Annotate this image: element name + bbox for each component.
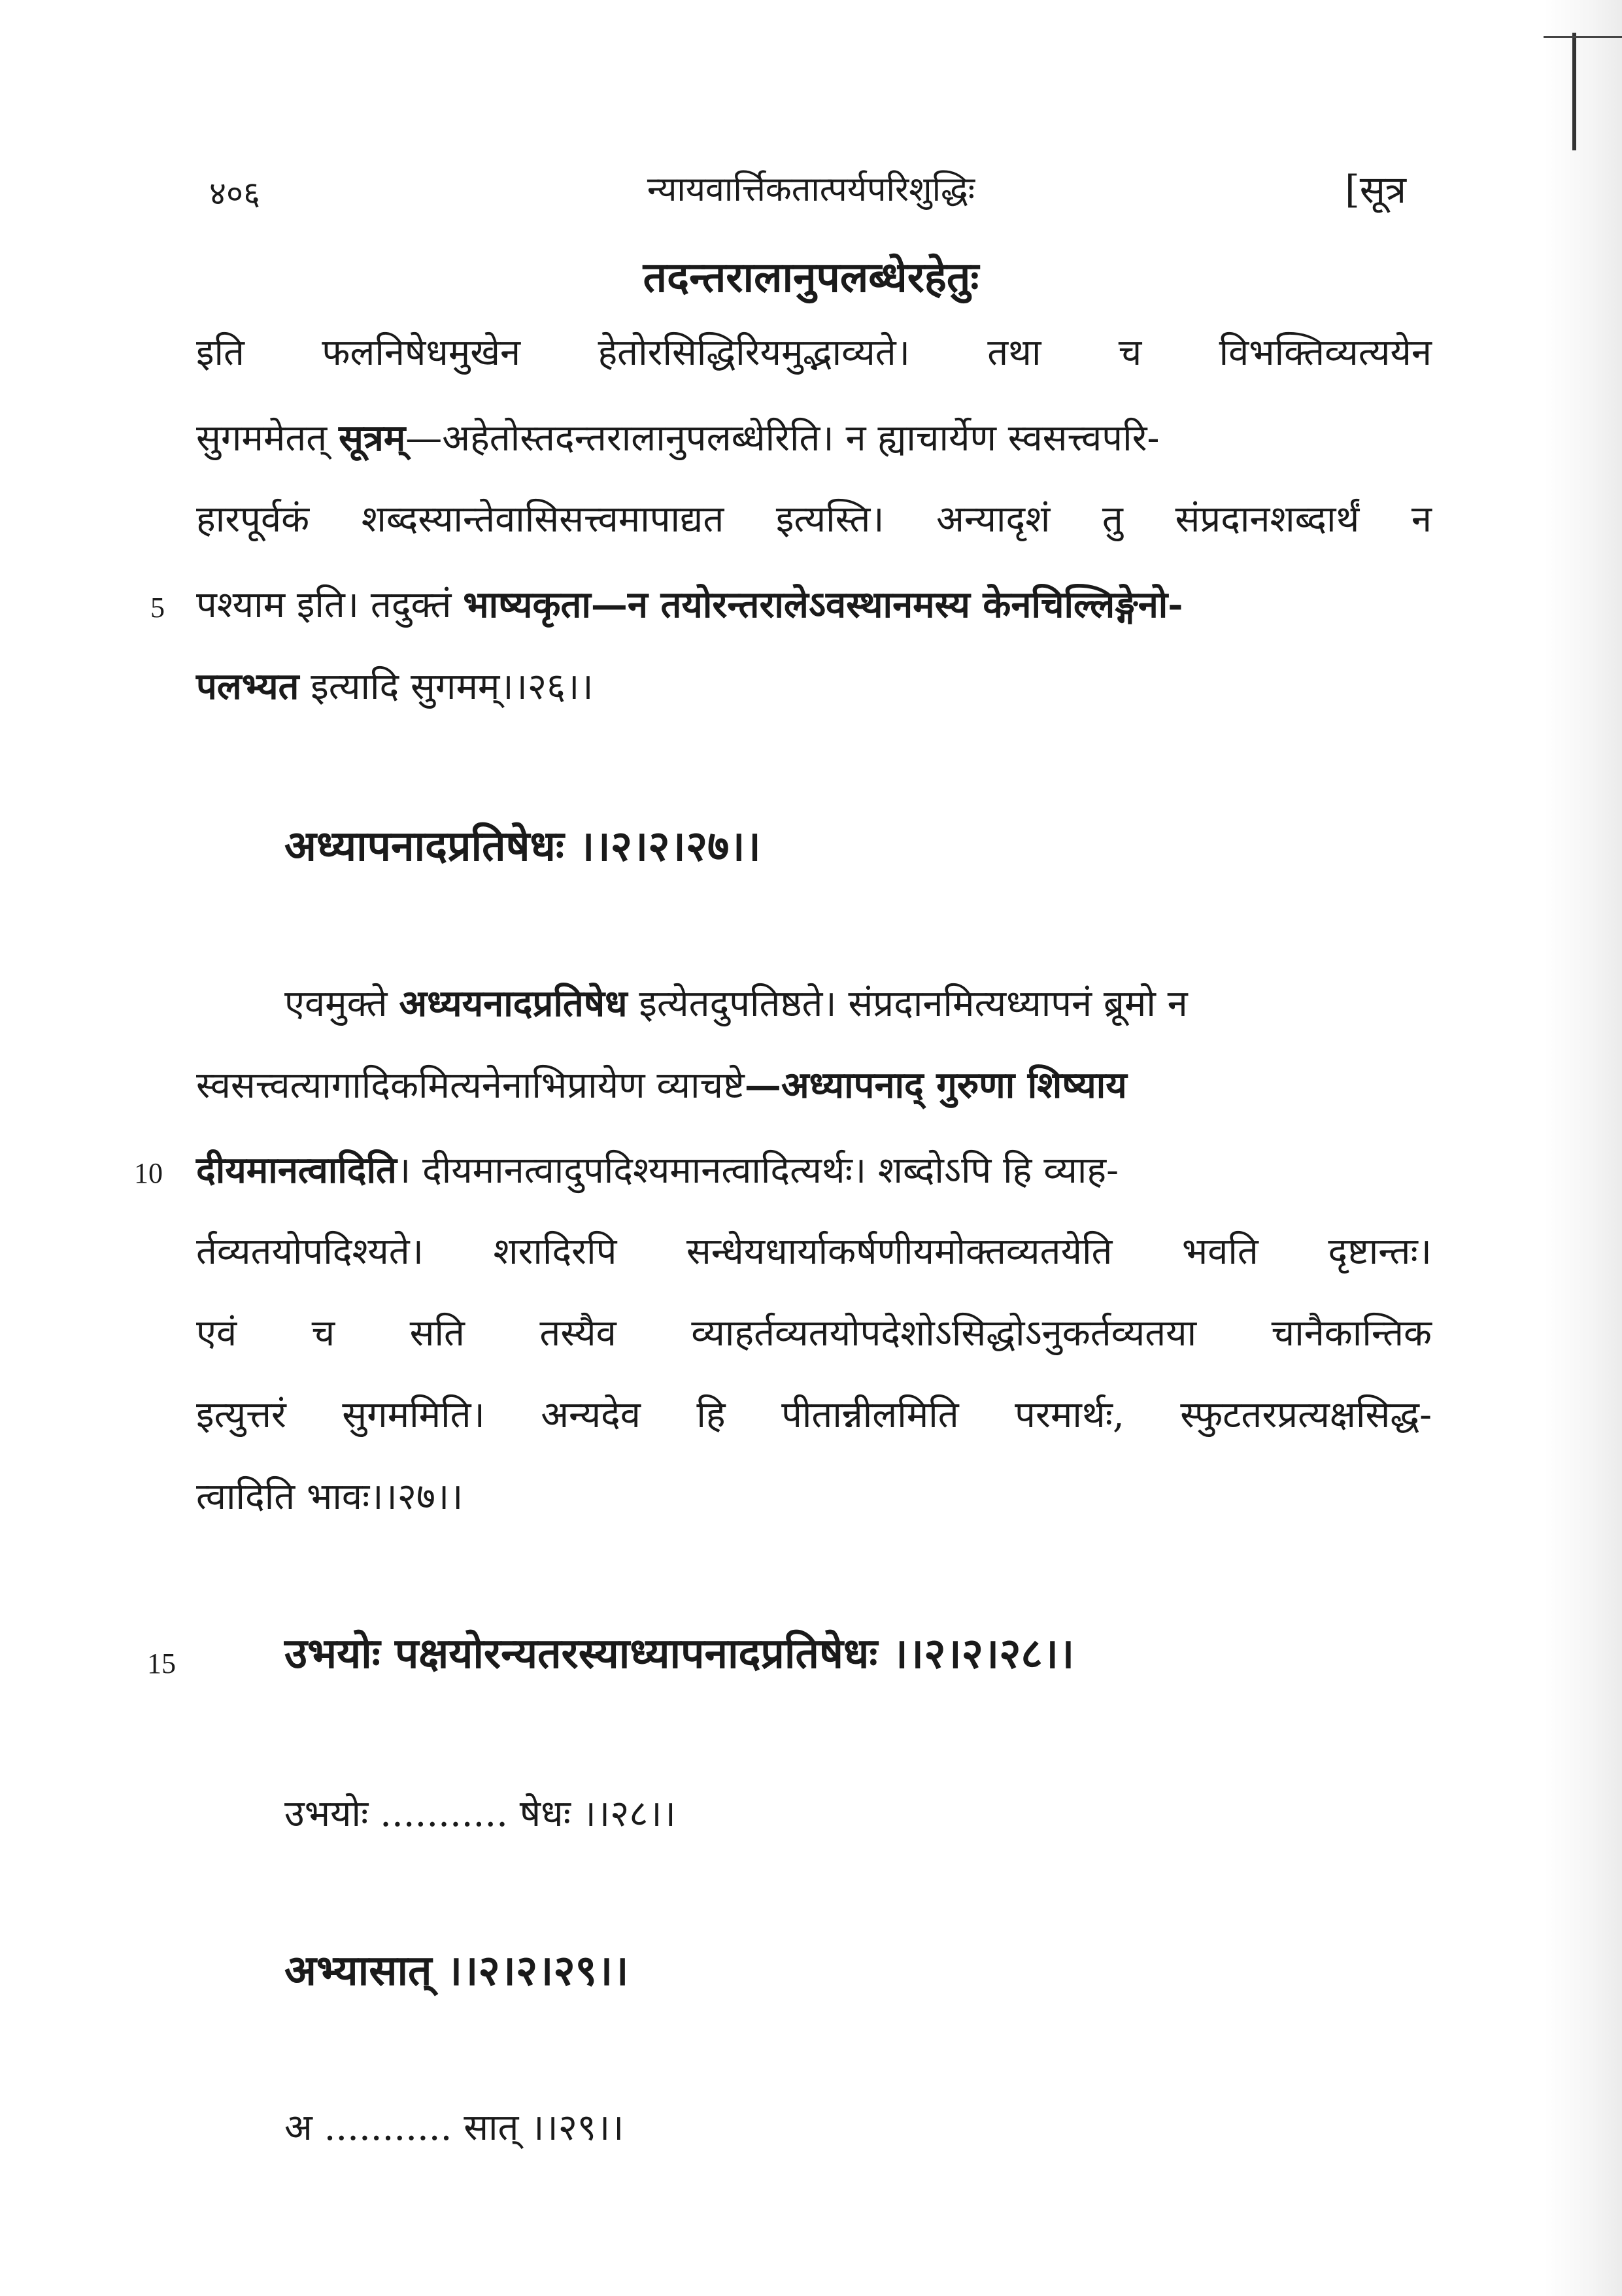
text-line: र्तव्यतयोपदिश्यते। शरादिरपि सन्धेयधार्याकर्षणीयमोक्तव्यतयेति भवति दृष्टान्तः। xyxy=(196,1230,1432,1273)
bold-quote: दीयमानत्वादिति xyxy=(196,1149,397,1192)
page-number: ४०६ xyxy=(209,175,260,212)
bold-term: सूत्रम् xyxy=(339,416,406,460)
scan-edge-shadow xyxy=(1544,0,1622,2296)
text-line: इत्युत्तरं सुगममिति। अन्यदेव हि पीतान्नीलमिति परमार्थः, स्फुटतरप्रत्यक्षसिद्ध- xyxy=(196,1394,1432,1436)
sutra-heading-27: अध्यापनादप्रतिषेधः ।।२।२।२७।। xyxy=(284,822,761,871)
running-head xyxy=(0,157,1622,212)
section-reference: [सूत्र xyxy=(1345,167,1406,212)
line-number: 5 xyxy=(150,592,165,624)
text-segment: पश्याम इति। तदुक्तं xyxy=(196,584,452,626)
text-segment: एवमुक्ते xyxy=(284,983,388,1025)
text-segment: —अहेतोस्तदन्तरालानुपलब्धेरिति। न ह्याचार्येण स्वसत्त्वपरि- xyxy=(405,417,1160,460)
book-title: न्यायवार्त्तिकतात्पर्यपरिशुद्धिः xyxy=(647,170,975,209)
bold-term: अध्ययनादप्रतिषेध xyxy=(399,982,628,1025)
text-line xyxy=(196,1144,1432,1196)
text-line: इति फलनिषेधमुखेन हेतोरसिद्धिरियमुद्भाव्यते। तथा च विभक्तिव्यत्ययेन xyxy=(196,331,1432,374)
text-segment: सुगममेतत् xyxy=(196,417,328,460)
sutra-heading-29: अभ्यासात् ।।२।२।२९।। xyxy=(284,1946,629,1995)
bold-quote: भाष्यकृता—न तयोरन्तरालेऽवस्थानमस्य केनचिल्लिङ्गेनो- xyxy=(463,583,1183,626)
bold-quote: —अध्यापनाद् गुरुणा शिष्याय xyxy=(744,1064,1127,1107)
line-number: 10 xyxy=(134,1157,163,1189)
text-segment: । दीयमानत्वादुपदिश्यमानत्वादित्यर्थः। शब्दोऽपि हि व्याह- xyxy=(396,1149,1119,1192)
sutra-heading-28: उभयोः पक्षयोरन्यतरस्याध्यापनादप्रतिषेधः ।।२।२।२८।। xyxy=(284,1629,1075,1678)
scan-edge-tick xyxy=(1544,36,1622,38)
text-line xyxy=(196,1059,1432,1111)
text-segment: इत्येतदुपतिष्ठते। संप्रदानमित्यध्यापनं ब्रूमो न xyxy=(639,983,1188,1025)
text-line xyxy=(196,660,1432,713)
text-line: हारपूर्वकं शब्दस्यान्तेवासिसत्त्वमापाद्यत इत्यस्ति। अन्यादृशं तु संप्रदानशब्दार्थं न xyxy=(196,498,1432,541)
text-segment: स्वसत्त्वत्यागादिकमित्यनेनाभिप्रायेण व्याचष्टे xyxy=(196,1064,745,1107)
text-line xyxy=(196,579,1432,631)
line-number: 15 xyxy=(147,1647,176,1680)
text-segment: इत्यादि सुगमम्।।२६।। xyxy=(311,666,594,708)
text-line: एवं च सति तस्यैव व्याहर्तव्यतयोपदेशोऽसिद्धोऽनुकर्तव्यतया चानैकान्तिक xyxy=(196,1312,1432,1355)
scan-edge-mark xyxy=(1572,33,1576,150)
text-line xyxy=(284,977,1432,1030)
sutra-quote-heading: तदन्तरालानुपलब्धेरहेतुः xyxy=(643,253,979,302)
text-line xyxy=(196,412,1432,464)
sutra-abbreviation-28: उभयोः ........... षेधः ।।२८।। xyxy=(284,1793,676,1835)
text-line: त्वादिति भावः।।२७।। xyxy=(196,1476,464,1518)
sutra-abbreviation-29: अ ........... सात् ।।२९।। xyxy=(284,2106,624,2149)
bold-quote: पलभ्यत xyxy=(196,665,299,708)
